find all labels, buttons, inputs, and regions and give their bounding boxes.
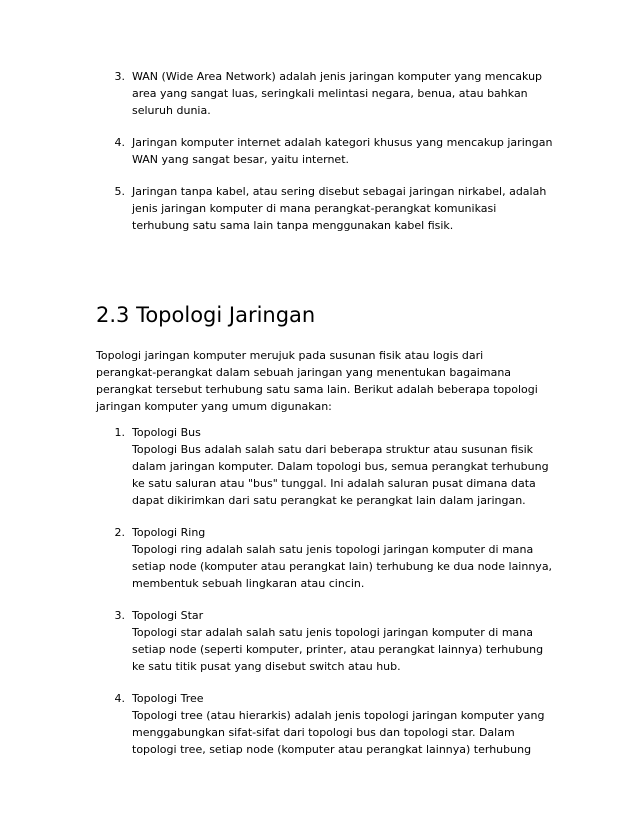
section-heading: 2.3 Topologi Jaringan — [96, 303, 316, 327]
list-item — [96, 607, 556, 675]
list-item-text: Jaringan komputer internet adalah kategori khusus yang mencakup jaringan WAN yang sangat besar, yaitu internet. — [132, 136, 553, 166]
list-item-text: WAN (Wide Area Network) adalah jenis jaringan komputer yang mencakup area yang sangat luas, seringkali melintasi negara, benua, atau bahkan seluruh dunia. — [132, 70, 543, 117]
list-item-content — [132, 424, 556, 509]
list-item-content — [132, 690, 556, 758]
list-item-number: 3. — [114, 70, 125, 83]
topology-title: Topologi Ring — [132, 526, 206, 539]
network-types-list — [96, 68, 556, 249]
list-item-number: 4. — [114, 692, 125, 705]
list-item-number: 5. — [114, 185, 125, 198]
topology-title: Topologi Tree — [132, 692, 204, 705]
list-item-number: 3. — [114, 609, 125, 622]
topology-list — [96, 424, 556, 773]
list-item-number: 4. — [114, 136, 125, 149]
section-intro-paragraph: Topologi jaringan komputer merujuk pada susunan fisik atau logis dari perangkat-perangkat dalam sebuah jaringan yang menentukan bagaimana perangkat tersebut terhubung satu sama lain. Berikut adalah beberapa topologi jaringan komputer yang umum digunakan: — [96, 349, 538, 413]
list-item — [96, 524, 556, 592]
list-item-number: 1. — [114, 426, 125, 439]
topology-title: Topologi Star — [132, 609, 204, 622]
topology-description: Topologi star adalah salah satu jenis topologi jaringan komputer di mana setiap node (seperti komputer, printer, atau perangkat lainnya) terhubung ke satu titik pusat yang disebut switch atau hub. — [132, 626, 544, 673]
list-item-content — [132, 524, 556, 592]
list-item — [96, 690, 556, 758]
list-item-content — [132, 607, 556, 675]
list-item-number: 2. — [114, 526, 125, 539]
topology-description: Topologi tree (atau hierarkis) adalah jenis topologi jaringan komputer yang menggabungkan sifat-sifat dari topologi bus dan topologi star. Dalam topologi tree, setiap node (komputer atau perangkat lainnya) terhubung — [132, 709, 545, 756]
list-item — [96, 134, 556, 168]
list-item — [96, 68, 556, 119]
topology-title: Topologi Bus — [132, 426, 201, 439]
list-item — [96, 183, 556, 234]
list-item-text: Jaringan tanpa kabel, atau sering disebut sebagai jaringan nirkabel, adalah jenis jaringan komputer di mana perangkat-perangkat komunikasi terhubung satu sama lain tanpa menggunakan kabel fisik. — [132, 185, 547, 232]
list-item — [96, 424, 556, 509]
topology-description: Topologi Bus adalah salah satu dari beberapa struktur atau susunan fisik dalam jaringan komputer. Dalam topologi bus, semua perangkat terhubung ke satu saluran atau "bus" tunggal. Ini adalah saluran pusat dimana data dapat dikirimkan dari satu perangkat ke perangkat lain dalam jaringan. — [132, 443, 549, 507]
topology-description: Topologi ring adalah salah satu jenis topologi jaringan komputer di mana setiap node (komputer atau perangkat lain) terhubung ke dua node lainnya, membentuk sebuah lingkaran atau cincin. — [132, 543, 553, 590]
